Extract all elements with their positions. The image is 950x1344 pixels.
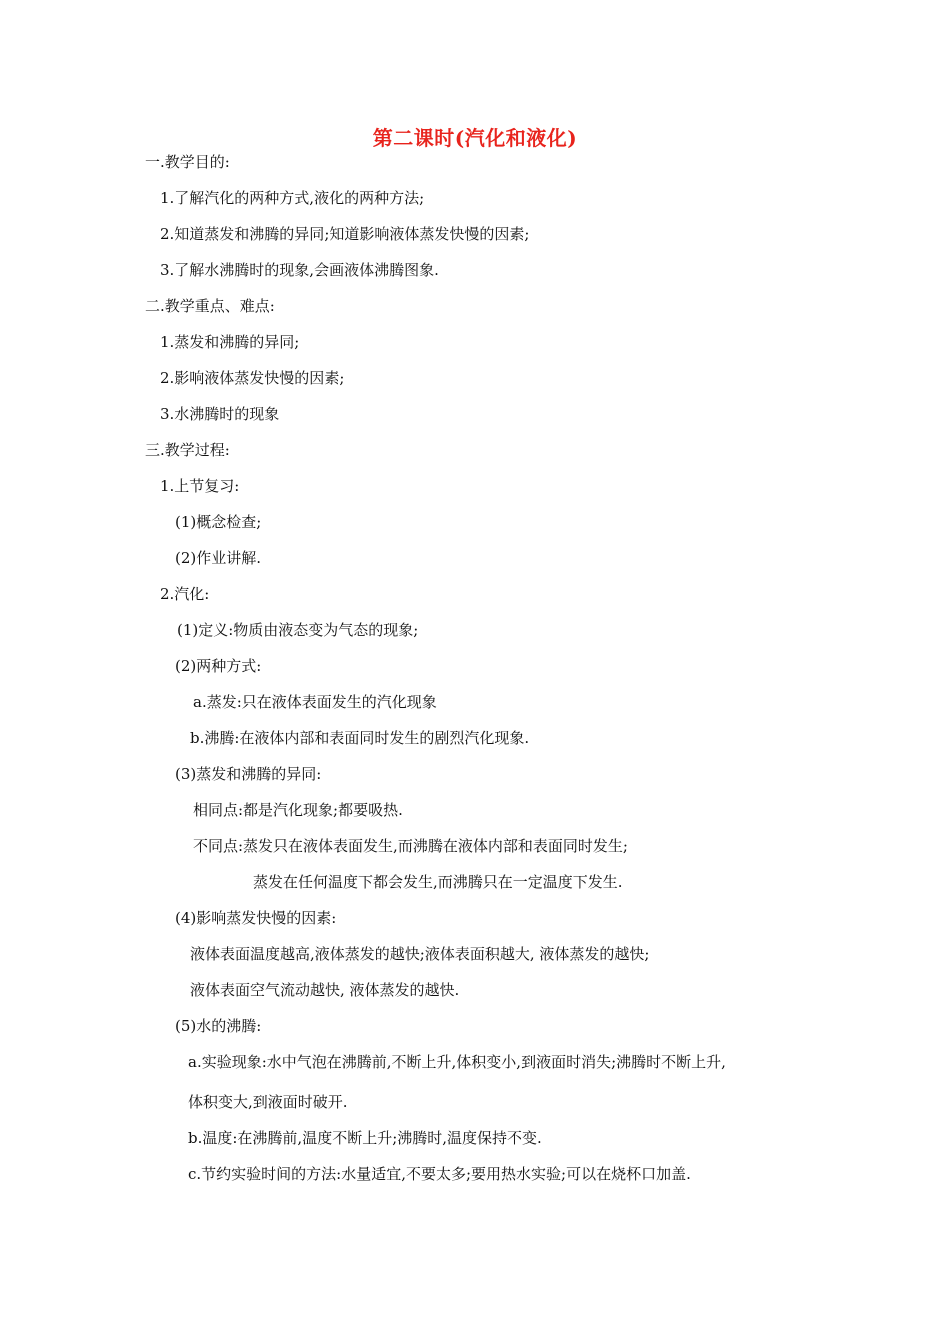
boiling-time-saving: c.节约实验时间的方法:水量适宜,不要太多;要用热水实验;可以在烧杯口加盖. (188, 1165, 691, 1183)
objective-item-1: 1.了解汽化的两种方式,液化的两种方法; (160, 189, 425, 207)
comparison-heading: (3)蒸发和沸腾的异同: (175, 765, 322, 783)
key-point-item-2: 2.影响液体蒸发快慢的因素; (160, 369, 345, 387)
vaporization-two-ways: (2)两种方式: (175, 657, 262, 675)
evaporation-factors-heading: (4)影响蒸发快慢的因素: (175, 909, 337, 927)
page-title: 第二课时(汽化和液化) (372, 126, 578, 150)
key-point-item-1: 1.蒸发和沸腾的异同; (160, 333, 300, 351)
boiling-phenomenon-line-1: a.实验现象:水中气泡在沸腾前,不断上升,体积变小,到液面时消失;沸腾时不断上升, (188, 1053, 726, 1071)
objective-item-2: 2.知道蒸发和沸腾的异同;知道影响液体蒸发快慢的因素; (160, 225, 530, 243)
way-boiling: b.沸腾:在液体内部和表面同时发生的剧烈汽化现象. (190, 729, 530, 747)
section-heading-process: 三.教学过程: (145, 441, 230, 459)
key-point-item-3: 3.水沸腾时的现象 (160, 405, 280, 423)
water-boiling-heading: (5)水的沸腾: (175, 1017, 262, 1035)
process-item-review: 1.上节复习: (160, 477, 240, 495)
comparison-similarity: 相同点:都是汽化现象;都要吸热. (193, 801, 403, 819)
boiling-phenomenon-line-2: 体积变大,到液面时破开. (188, 1093, 348, 1111)
objective-item-3: 3.了解水沸腾时的现象,会画液体沸腾图象. (160, 261, 439, 279)
comparison-difference-2: 蒸发在任何温度下都会发生,而沸腾只在一定温度下发生. (253, 873, 623, 891)
review-subitem-1: (1)概念检查; (175, 513, 262, 531)
boiling-temperature: b.温度:在沸腾前,温度不断上升;沸腾时,温度保持不变. (188, 1129, 542, 1147)
evaporation-factors-line-1: 液体表面温度越高,液体蒸发的越快;液体表面积越大, 液体蒸发的越快; (190, 945, 650, 963)
review-subitem-2: (2)作业讲解. (175, 549, 262, 567)
vaporization-definition: (1)定义:物质由液态变为气态的现象; (177, 621, 419, 639)
section-heading-objectives: 一.教学目的: (145, 153, 230, 171)
process-item-vaporization: 2.汽化: (160, 585, 210, 603)
section-heading-key-points: 二.教学重点、难点: (145, 297, 275, 315)
way-evaporation: a.蒸发:只在液体表面发生的汽化现象 (193, 693, 437, 711)
evaporation-factors-line-2: 液体表面空气流动越快, 液体蒸发的越快. (190, 981, 460, 999)
comparison-difference-1: 不同点:蒸发只在液体表面发生,而沸腾在液体内部和表面同时发生; (193, 837, 628, 855)
